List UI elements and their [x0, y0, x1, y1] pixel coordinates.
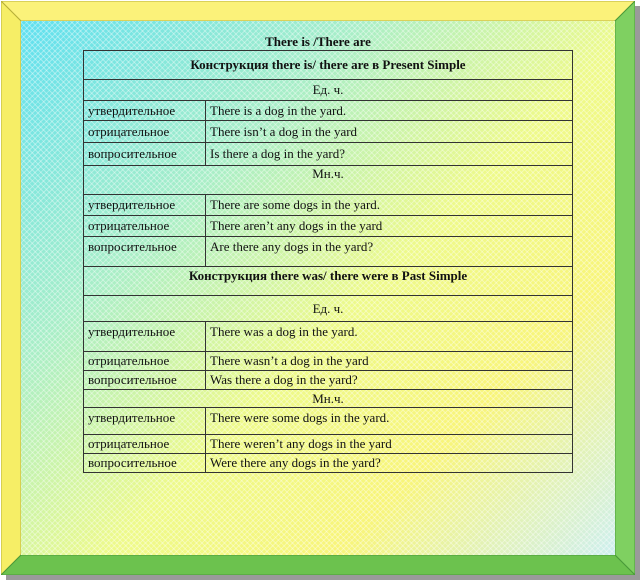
row-type: вопросительное [84, 371, 206, 390]
row-type: вопросительное [84, 143, 206, 166]
row-type: вопросительное [84, 454, 206, 473]
row-type: утвердительное [84, 322, 206, 352]
section-header: Конструкция there is/ there are в Present Simple [84, 51, 573, 80]
row-type: отрицательное [84, 435, 206, 454]
row-example: There wasn’t a dog in the yard [206, 352, 573, 371]
row-example: There weren’t any dogs in the yard [206, 435, 573, 454]
table-row [84, 121, 573, 143]
grammar-table [83, 50, 573, 473]
row-type: утвердительное [84, 408, 206, 435]
row-example: There are some dogs in the yard. [206, 195, 573, 216]
table-row [84, 454, 573, 473]
section-header: Конструкция there was/ there were в Past Simple [84, 267, 573, 296]
row-example: There were some dogs in the yard. [206, 408, 573, 435]
group-label: Ед. ч. [84, 80, 573, 101]
page-title: There is /There are [265, 34, 371, 49]
table-row [84, 322, 573, 352]
table-row [84, 216, 573, 237]
table-row [84, 101, 573, 121]
row-type: отрицательное [84, 352, 206, 371]
row-example: There isn’t a dog in the yard [206, 121, 573, 143]
table-row [84, 143, 573, 166]
row-example: Was there a dog in the yard? [206, 371, 573, 390]
content-panel [21, 21, 615, 555]
table-row [84, 435, 573, 454]
row-type: утвердительное [84, 101, 206, 121]
row-example: Were there any dogs in the yard? [206, 454, 573, 473]
row-example: Is there a dog in the yard? [206, 143, 573, 166]
table-row [84, 371, 573, 390]
row-type: отрицательное [84, 216, 206, 237]
table-row [84, 237, 573, 267]
row-example: There was a dog in the yard. [206, 322, 573, 352]
row-example: There is a dog in the yard. [206, 101, 573, 121]
group-label: Мн.ч. [84, 390, 573, 408]
table-row [84, 352, 573, 371]
row-type: вопросительное [84, 237, 206, 267]
group-label: Мн.ч. [84, 166, 573, 195]
row-type: утвердительное [84, 195, 206, 216]
table-row [84, 408, 573, 435]
table-row [84, 195, 573, 216]
group-label: Ед. ч. [84, 296, 573, 322]
row-type: отрицательное [84, 121, 206, 143]
bevel-frame [1, 1, 635, 575]
row-example: There aren’t any dogs in the yard [206, 216, 573, 237]
row-example: Are there any dogs in the yard? [206, 237, 573, 267]
